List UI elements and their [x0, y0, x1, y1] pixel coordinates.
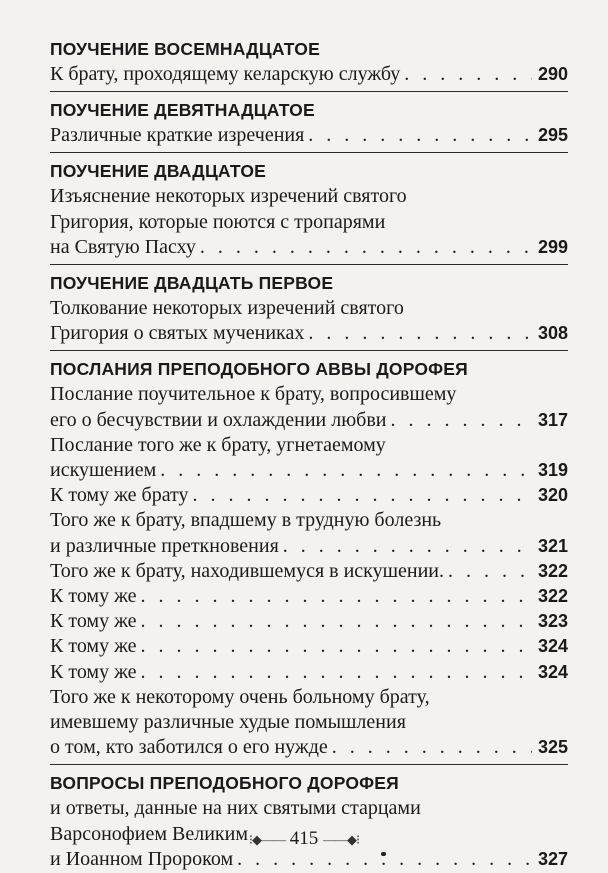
- entry-leader-row: [50, 735, 568, 760]
- entry-title-last-line: Того же к брату, находившемуся в искушении.: [50, 559, 444, 582]
- entry-title-last-line: К брату, проходящему келарскую службу: [50, 63, 401, 85]
- entry-leader-row: [50, 62, 568, 87]
- ornament-right-icon: ——◆⁝: [323, 831, 360, 847]
- dot-leader: [160, 458, 532, 483]
- toc-section: [50, 36, 568, 87]
- entry-title-last-line: К тому же: [50, 585, 137, 608]
- toc-section: [50, 158, 568, 260]
- entry-title-last-line: К тому же: [50, 610, 137, 633]
- entry-page-number: 325: [537, 737, 568, 758]
- entry-leader-row: [50, 123, 568, 148]
- section-divider: [50, 264, 568, 265]
- entry-page-number: 308: [537, 323, 568, 344]
- entry-title-line: Изъяснение некоторых изречений святого: [50, 185, 407, 208]
- entry-leader-row: [50, 235, 568, 260]
- toc-entry[interactable]: [50, 685, 568, 761]
- toc-section: [50, 97, 568, 148]
- toc-entry[interactable]: [50, 483, 568, 508]
- entry-title-last-line: его о бесчувствии и охлаждении любви: [50, 408, 387, 431]
- entry-page-number: 295: [537, 125, 568, 146]
- dot-leader: [237, 847, 532, 872]
- toc-entry[interactable]: [50, 296, 568, 346]
- entry-page-number: 299: [537, 236, 568, 257]
- entry-title-last-line: на Святую Пасху: [50, 235, 196, 258]
- dot-leader: [308, 321, 532, 346]
- section-heading: ВОПРОСЫ ПРЕПОДОБНОГО ДОРОФЕЯ: [50, 773, 399, 794]
- entry-title-last-line: и Иоанном Пророком: [50, 847, 234, 870]
- entry-leader-row: [50, 559, 568, 584]
- entry-title-last-line: и различные преткновения: [50, 534, 279, 557]
- entry-leader-row: [50, 483, 568, 508]
- toc-entry[interactable]: [50, 609, 568, 634]
- section-divider: [50, 764, 568, 765]
- entry-page-number: 317: [537, 409, 568, 430]
- toc-entry[interactable]: [50, 508, 568, 558]
- print-speck: [381, 852, 386, 856]
- entry-page-number: 321: [537, 535, 568, 556]
- entry-title-line: Того же к брату, впадшему в трудную болезнь: [50, 509, 442, 532]
- entry-title-line: и ответы, данные на них святыми старцами: [50, 797, 421, 820]
- entry-leader-row: [50, 660, 568, 685]
- entry-title-last-line: К тому же брату: [50, 484, 189, 507]
- section-heading: ПОУЧЕНИЕ ВОСЕМНАДЦАТОЕ: [50, 39, 320, 59]
- entry-leader-row: [50, 847, 568, 872]
- entry-leader-row: [50, 584, 568, 609]
- entry-page-number: 327: [537, 848, 568, 869]
- entry-title-line: Послание того же к брату, угнетаемому: [50, 433, 386, 456]
- dot-leader: [141, 584, 532, 609]
- section-heading: ПОУЧЕНИЕ ДВАДЦАТОЕ: [50, 161, 267, 182]
- dot-leader: [404, 62, 532, 87]
- entry-title-last-line: о том, кто заботился о его нужде: [50, 736, 328, 759]
- dot-leader: [390, 408, 531, 433]
- toc-entry[interactable]: [50, 184, 568, 260]
- entry-title-line: Толкование некоторых изречений святого: [50, 297, 404, 320]
- section-divider: [50, 91, 568, 92]
- dot-leader: [193, 483, 532, 508]
- entry-leader-row: [50, 534, 568, 559]
- page-footer: [0, 828, 608, 850]
- toc-entry[interactable]: [50, 584, 568, 609]
- toc-section: [50, 270, 568, 346]
- entry-title-last-line: К тому же: [50, 660, 137, 683]
- entry-title-line: Григория, которые поются с тропарями: [50, 210, 386, 233]
- toc-entry[interactable]: [50, 634, 568, 659]
- entry-title-line: Того же к некоторому очень больному брату,: [50, 685, 430, 708]
- entry-title-line: Послание поучительное к брату, вопросившему: [50, 383, 457, 406]
- entry-title-last-line: К тому же: [50, 635, 137, 658]
- entry-page-number: 290: [537, 64, 568, 84]
- entry-title-last-line: Различные краткие изречения: [50, 124, 305, 147]
- section-heading: ПОСЛАНИЯ ПРЕПОДОБНОГО АВВЫ ДОРОФЕЯ: [50, 359, 468, 380]
- entry-page-number: 322: [537, 586, 568, 607]
- entry-page-number: 322: [537, 560, 568, 581]
- entry-leader-row: [50, 458, 568, 483]
- toc-section: [50, 770, 568, 872]
- toc-entry[interactable]: [50, 62, 568, 87]
- dot-leader: [141, 609, 532, 634]
- section-heading: ПОУЧЕНИЕ ДВАДЦАТЬ ПЕРВОЕ: [50, 273, 334, 294]
- entry-leader-row: [50, 609, 568, 634]
- entry-page-number: 320: [537, 485, 568, 506]
- toc-entry[interactable]: [50, 433, 568, 483]
- entry-page-number: 319: [537, 460, 568, 481]
- entry-leader-row: [50, 408, 568, 433]
- entry-leader-row: [50, 321, 568, 346]
- section-divider: [50, 350, 568, 351]
- ornament-left-icon: ⁝◆——: [248, 831, 285, 847]
- entry-leader-row: [50, 634, 568, 659]
- entry-title-line: Варсонофием Великим: [50, 822, 248, 845]
- toc-section: [50, 356, 568, 760]
- dot-leader: [141, 634, 532, 659]
- entry-title-line: имевшему различные худые помышления: [50, 711, 406, 734]
- table-of-contents: [50, 36, 568, 872]
- toc-entry[interactable]: [50, 123, 568, 148]
- dot-leader: [448, 559, 532, 584]
- toc-entry[interactable]: [50, 382, 568, 432]
- entry-page-number: 324: [537, 661, 568, 682]
- dot-leader: [332, 735, 532, 760]
- dot-leader: [283, 534, 532, 559]
- dot-leader: [308, 123, 532, 148]
- toc-entry[interactable]: [50, 660, 568, 685]
- toc-entry[interactable]: [50, 559, 568, 584]
- section-heading: ПОУЧЕНИЕ ДЕВЯТНАДЦАТОЕ: [50, 100, 315, 121]
- section-divider: [50, 152, 568, 153]
- page-number: 415: [289, 828, 319, 849]
- entry-page-number: 324: [537, 636, 568, 657]
- dot-leader: [200, 235, 532, 260]
- entry-title-last-line: искушением: [50, 459, 157, 482]
- entry-title-last-line: Григория о святых мучениках: [50, 322, 305, 345]
- dot-leader: [141, 660, 532, 685]
- entry-page-number: 323: [537, 611, 568, 632]
